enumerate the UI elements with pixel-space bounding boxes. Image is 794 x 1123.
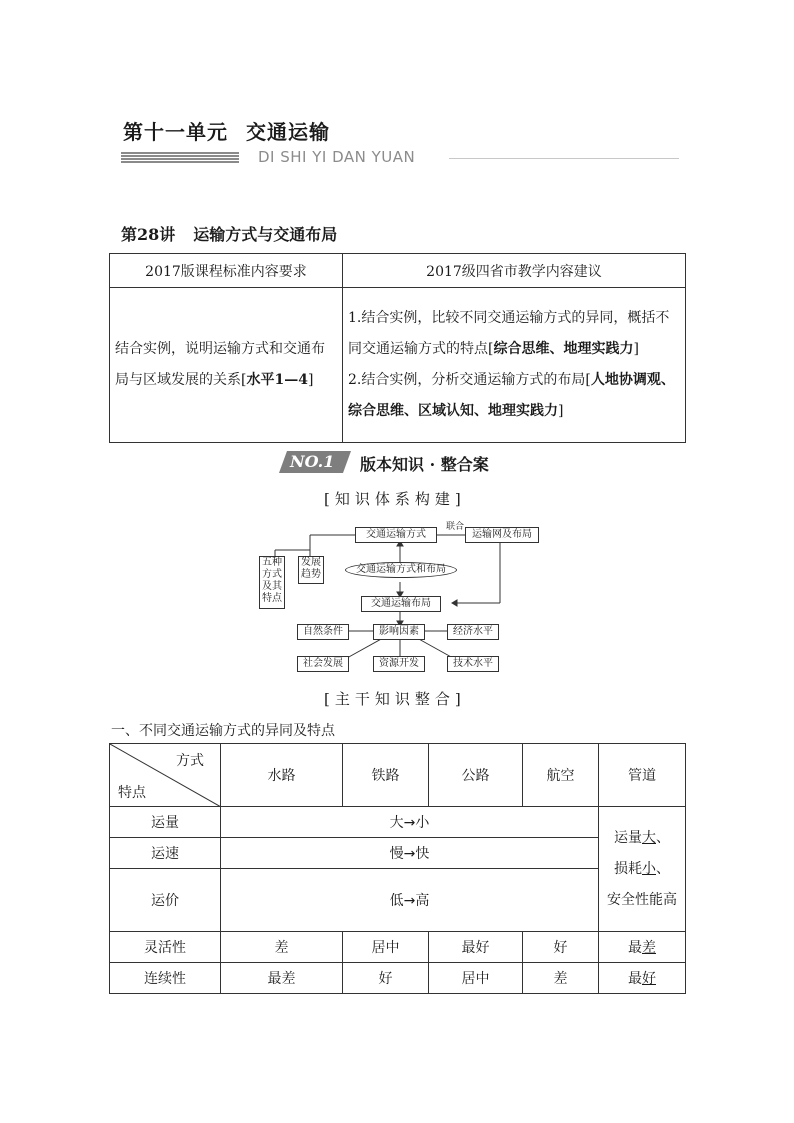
unit-number: 第十一单元 <box>123 120 228 144</box>
table-cell: 最差 <box>599 932 686 963</box>
unit-title <box>123 116 330 145</box>
suggestion-item-2: 2.结合实例，分析交通运输方式的布局[人地协调观、综合思维、区域认知、地理实践力] <box>348 372 675 419</box>
header-rule <box>449 158 679 159</box>
curriculum-header-suggestion: 2017级四省市教学内容建议 <box>343 254 686 288</box>
row-label-flexibility: 灵活性 <box>110 932 221 963</box>
column-header: 公路 <box>429 744 523 807</box>
row-label-volume: 运量 <box>110 807 221 838</box>
corner-label-feature: 特点 <box>118 785 146 801</box>
header-stripe-bar <box>121 152 239 164</box>
corner-label-mode: 方式 <box>176 753 204 769</box>
curriculum-suggestion-cell <box>343 288 686 443</box>
diagram-node-layout: 交通运输布局 <box>361 596 441 612</box>
curriculum-table <box>109 253 686 443</box>
suggestion-item-1: 1.结合实例，比较不同交通运输方式的异同，概括不同交通运输方式的特点[综合思维、地理实践力] <box>348 310 670 357</box>
lesson-number: 第28讲 <box>121 225 176 244</box>
diagram-node-center: 交通运输方式和布局 <box>345 562 457 578</box>
table-cell: 最差 <box>221 963 343 994</box>
curriculum-standard-cell: 结合实例，说明运输方式和交通布局与区域发展的关系[水平1—4] <box>110 288 343 443</box>
table-cell: 差 <box>221 932 343 963</box>
table-cell: 居中 <box>343 932 429 963</box>
table-cell: 差 <box>523 963 599 994</box>
column-header: 水路 <box>221 744 343 807</box>
diagram-node-five-modes: 五种方式及其特点 <box>259 556 285 609</box>
table-cell: 好 <box>343 963 429 994</box>
column-header: 管道 <box>599 744 686 807</box>
volume-trend: 大→小 <box>221 807 599 838</box>
pipeline-summary-cell: 运量大、 损耗小、 安全性能高 <box>599 807 686 932</box>
diagram-node-tech: 技术水平 <box>447 656 499 672</box>
lesson-name: 运输方式与交通布局 <box>193 225 338 244</box>
table-corner-cell <box>110 744 221 807</box>
table-cell: 居中 <box>429 963 523 994</box>
section-heading: 一、不同交通运输方式的异同及特点 <box>111 723 335 739</box>
diagram-node-factors: 影响因素 <box>373 624 425 640</box>
subtitle-main-knowledge: [主干知识整合] <box>324 690 466 708</box>
diagram-node-transport-mode: 交通运输方式 <box>355 527 437 543</box>
diagram-node-natural: 自然条件 <box>297 624 349 640</box>
table-cell: 好 <box>523 932 599 963</box>
row-label-continuity: 连续性 <box>110 963 221 994</box>
table-cell: 最好 <box>429 932 523 963</box>
unit-name: 交通运输 <box>246 120 330 144</box>
diagram-node-network: 运输网及布局 <box>465 527 539 543</box>
diagram-node-trend: 发展趋势 <box>298 556 324 584</box>
table-cell: 最好 <box>599 963 686 994</box>
unit-pinyin: DI SHI YI DAN YUAN <box>258 148 416 166</box>
lesson-title <box>121 222 337 245</box>
row-label-price: 运价 <box>110 869 221 932</box>
subtitle-knowledge-system: [知识体系构建] <box>324 490 466 508</box>
column-header: 铁路 <box>343 744 429 807</box>
knowledge-diagram <box>255 520 540 678</box>
diagram-link-label: 联合 <box>446 522 465 532</box>
curriculum-header-standard: 2017版课程标准内容要求 <box>110 254 343 288</box>
section-badge: NO.1 <box>290 452 335 471</box>
diagram-node-economic: 经济水平 <box>447 624 499 640</box>
price-trend: 低→高 <box>221 869 599 932</box>
speed-trend: 慢→快 <box>221 838 599 869</box>
comparison-table <box>109 743 686 994</box>
diagram-node-resource: 资源开发 <box>373 656 425 672</box>
column-header: 航空 <box>523 744 599 807</box>
section-title: 版本知识 · 整合案 <box>360 455 489 474</box>
diagram-node-social: 社会发展 <box>297 656 349 672</box>
row-label-speed: 运速 <box>110 838 221 869</box>
